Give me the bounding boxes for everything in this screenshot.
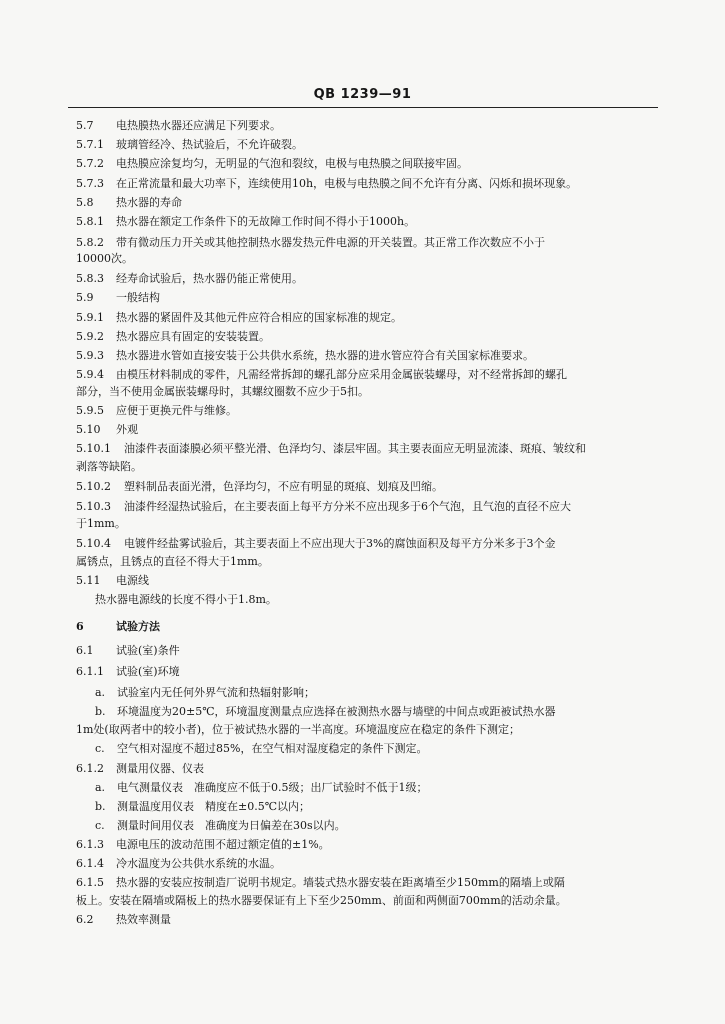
clause-5-10-1-cont: 剥落等缺陷。 xyxy=(76,460,142,473)
clause-5-11: 5.11 电源线 xyxy=(76,574,149,587)
clause-5-7: 5.7 电热膜热水器还应满足下列要求。 xyxy=(76,119,281,132)
item-6-1-2-a: a. 电气测量仪表 准确度应不低于0.5级；出厂试验时不低于1级； xyxy=(95,781,428,794)
clause-5-11-body: 热水器电源线的长度不得小于1.8m。 xyxy=(95,593,277,606)
clause-5-10-3-cont: 于1mm。 xyxy=(76,517,126,530)
clause-5-8-2: 5.8.2 带有微动压力开关或其他控制热水器发热元件电源的开关装置。其正常工作次数应不小于 xyxy=(76,236,545,249)
clause-5-10: 5.10 外观 xyxy=(76,423,138,436)
clause-5-9-5: 5.9.5 应便于更换元件与维修。 xyxy=(76,404,237,417)
item-6-1-1-c: c. 空气相对湿度不超过85%，在空气相对湿度稳定的条件下测定。 xyxy=(95,742,428,755)
clause-5-9-4: 5.9.4 由模压材料制成的零件，凡需经常拆卸的螺孔部分应采用金属嵌装螺母，对不经常拆卸的螺孔 xyxy=(76,368,567,381)
clause-5-10-2: 5.10.2 塑料制品表面光滑，色泽均匀，不应有明显的斑痕、划痕及凹缩。 xyxy=(76,480,443,493)
document-header: QB 1239—91 xyxy=(313,87,412,102)
clause-6-1-3: 6.1.3 电源电压的波动范围不超过额定值的±1%。 xyxy=(76,838,330,851)
item-6-1-1-b-cont: 1m处(取两者中的较小者)，位于被试热水器的一半高度。环境温度应在稳定的条件下测定； xyxy=(76,723,521,736)
clause-5-7-3: 5.7.3 在正常流量和最大功率下，连续使用10h，电极与电热膜之间不允许有分离、闪烁和损坏现象。 xyxy=(76,177,578,190)
clause-5-9-1: 5.9.1 热水器的紧固件及其他元件应符合相应的国家标准的规定。 xyxy=(76,311,402,324)
item-6-1-1-a: a. 试验室内无任何外界气流和热辐射影响； xyxy=(95,686,315,699)
clause-5-10-3: 5.10.3 油漆件经湿热试验后，在主要表面上每平方分米不应出现多于6个气泡，且气泡的直径不应大 xyxy=(76,500,571,513)
section-6-heading: 6 试验方法 xyxy=(76,620,160,633)
clause-5-9: 5.9 一般结构 xyxy=(76,291,160,304)
item-6-1-1-b: b. 环境温度为20±5℃，环境温度测量点应选择在被测热水器与墙壁的中间点或距被试热水器 xyxy=(95,705,556,718)
clause-6-1-2: 6.1.2 测量用仪器、仪表 xyxy=(76,762,204,775)
clause-5-7-1: 5.7.1 玻璃管经冷、热试验后，不允许破裂。 xyxy=(76,138,303,151)
header-rule xyxy=(68,107,658,108)
clause-6-1-1: 6.1.1 试验(室)环境 xyxy=(76,665,180,678)
clause-5-10-1: 5.10.1 油漆件表面漆膜必须平整光滑、色泽均匀、漆层牢固。其主要表面应无明显流漆、斑痕、皱纹和 xyxy=(76,442,586,455)
clause-6-1: 6.1 试验(室)条件 xyxy=(76,644,180,657)
clause-5-9-4-cont: 部分，当不使用金属嵌装螺母时，其螺纹圈数不应少于5扣。 xyxy=(76,385,369,398)
clause-5-10-4: 5.10.4 电镀件经盐雾试验后，其主要表面上不应出现大于3%的腐蚀面积及每平方分米多于3个金 xyxy=(76,537,556,550)
clause-5-7-2: 5.7.2 电热膜应涂复均匀，无明显的气泡和裂纹，电极与电热膜之间联接牢固。 xyxy=(76,157,468,170)
clause-5-10-4-cont: 属锈点，且锈点的直径不得大于1mm。 xyxy=(76,555,269,568)
item-6-1-2-b: b. 测量温度用仪表 精度在±0.5℃以内； xyxy=(95,800,311,813)
clause-6-2: 6.2 热效率测量 xyxy=(76,913,171,926)
clause-5-9-2: 5.9.2 热水器应具有固定的安装装置。 xyxy=(76,330,270,343)
clause-5-8-2-cont: 10000次。 xyxy=(76,252,133,265)
clause-5-8-3: 5.8.3 经寿命试验后，热水器仍能正常使用。 xyxy=(76,272,303,285)
clause-5-9-3: 5.9.3 热水器进水管如直接安装于公共供水系统，热水器的进水管应符合有关国家标准要求。 xyxy=(76,349,534,362)
clause-6-1-5: 6.1.5 热水器的安装应按制造厂说明书规定。墙装式热水器安装在距离墙至少150mm的隔墙上或隔 xyxy=(76,876,565,889)
item-6-1-2-c: c. 测量时间用仪表 准确度为日偏差在30s以内。 xyxy=(95,819,346,832)
clause-5-8-1: 5.8.1 热水器在额定工作条件下的无故障工作时间不得小于1000h。 xyxy=(76,215,416,228)
clause-5-8: 5.8 热水器的寿命 xyxy=(76,196,182,209)
clause-6-1-4: 6.1.4 冷水温度为公共供水系统的水温。 xyxy=(76,857,281,870)
clause-6-1-5-cont: 板上。安装在隔墙或隔板上的热水器要保证有上下至少250mm、前面和两侧面700mm的活动余量。 xyxy=(76,894,567,907)
